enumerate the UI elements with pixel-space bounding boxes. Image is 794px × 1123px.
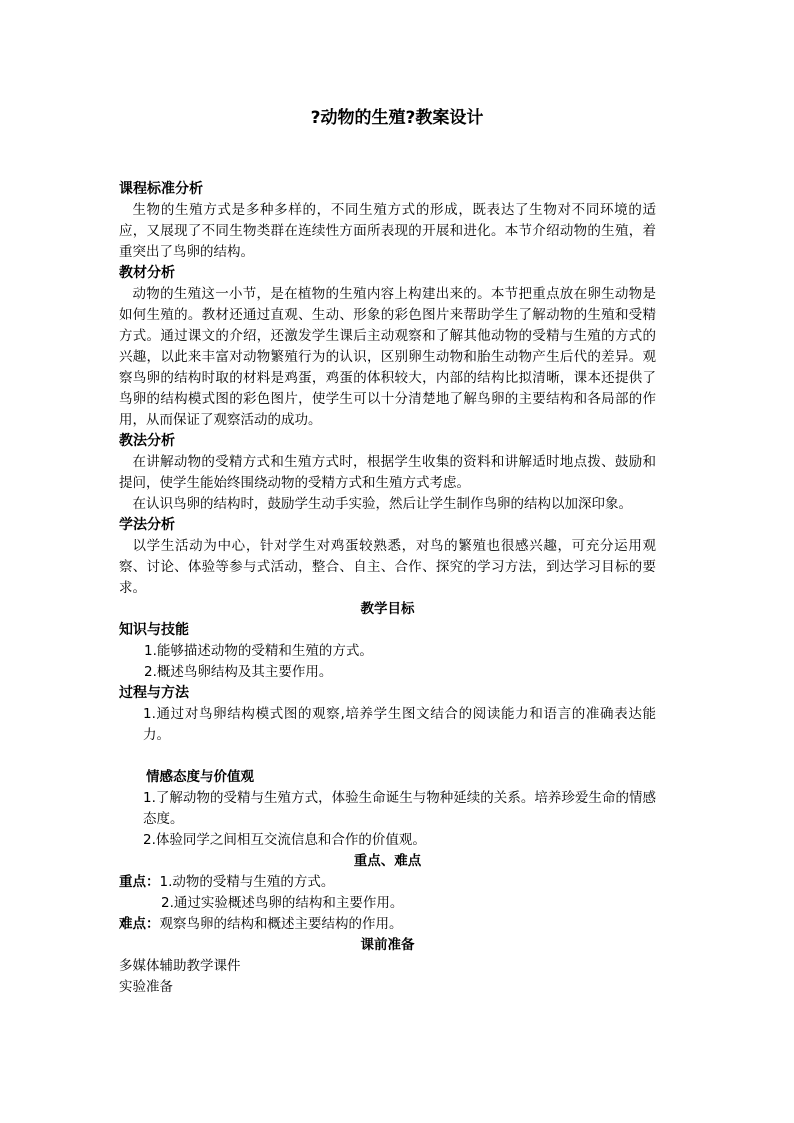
heading-learning-method: 学法分析 — [119, 517, 175, 533]
document-title: ?动物的生殖?教案设计 — [310, 108, 484, 128]
heading-textbook-analysis: 教材分析 — [119, 265, 175, 281]
paragraph-textbook-analysis: 动物的生殖这一小节，是在植物的生殖内容上构建出来的。本节把重点放在卵生动物是如何生殖的。教材还通过直观、生动、形象的彩色图片来帮助学生了解动物的生殖和受精方式。通过课文的介绍，还激发学生课后主动观察和了解其他动物的受精与生殖的方式的兴趣，以此来丰富对动物繁殖行为的认识，区别卵生动物和胎生动物产生后代的差异。观察鸟卵的结构时取的材料是鸡蛋，鸡蛋的体积较大，内部的结构比拟清晰，课本还提供了鸟卵的结构模式图的彩色图片，使学生可以十分清楚地了解鸟卵的主要结构和各局部的作用，从而保证了观察活动的成功。 — [119, 286, 656, 428]
heading-key-difficult: 重点、难点 — [353, 853, 422, 869]
focus-item-2: 2.通过实验概述鸟卵的结构和主要作用。 — [161, 895, 404, 911]
paragraph-curriculum-standard: 生物的生殖方式是多种多样的，不同生殖方式的形成，既表达了生物对不同环境的适应，又展现了不同生物类群在连续性方面所表现的开展和进化。本节介绍动物的生殖，着重突出了鸟卵的结构。 — [119, 202, 656, 260]
focus-label: 重点： — [119, 874, 160, 890]
heading-process-method: 过程与方法 — [119, 685, 189, 701]
spacer — [119, 746, 656, 767]
focus-row — [119, 872, 656, 893]
heading-emotion-values: 情感态度与价值观 — [146, 769, 254, 785]
difficulty-label: 难点： — [119, 916, 160, 932]
heading-teaching-goals: 教学目标 — [360, 601, 415, 617]
paragraph-learning-method: 以学生活动为中心，针对学生对鸡蛋较熟悉，对鸟的繁殖也很感兴趣，可充分运用观察、讨论、体验等参与式活动，整合、自主、合作、探究的学习方法，到达学习目标的要求。 — [119, 538, 656, 596]
difficulty-row — [119, 914, 656, 935]
emotion-item-2: 2.体验同学之间相互交流信息和合作的价值观。 — [143, 832, 426, 848]
knowledge-item-2: 2.概述鸟卵结构及其主要作用。 — [144, 664, 333, 680]
paragraph-teaching-method-2: 在认识鸟卵的结构时，鼓励学生动手实验，然后让学生制作鸟卵的结构以加深印象。 — [132, 496, 632, 512]
prep-line-2: 实验准备 — [119, 979, 173, 995]
heading-knowledge-skills: 知识与技能 — [119, 622, 189, 638]
heading-preparation: 课前准备 — [360, 937, 415, 953]
difficulty-text: 观察鸟卵的结构和概述主要结构的作用。 — [159, 916, 403, 932]
heading-curriculum-standard: 课程标准分析 — [119, 181, 203, 197]
process-item-1: 1.通过对鸟卵结构模式图的观察,培养学生图文结合的阅读能力和语言的准确表达能力。 — [143, 706, 656, 743]
paragraph-teaching-method-1: 在讲解动物的受精方式和生殖方式时，根据学生收集的资料和讲解适时地点拨、鼓励和提问，使学生能始终围绕动物的受精方式和生殖方式考虑。 — [119, 454, 656, 491]
prep-line-1: 多媒体辅助教学课件 — [119, 958, 241, 974]
knowledge-item-1: 1.能够描述动物的受精和生殖的方式。 — [144, 643, 373, 659]
document-body — [119, 179, 656, 998]
emotion-item-1: 1.了解动物的受精与生殖方式，体验生命诞生与物种延续的关系。培养珍爱生命的情感态度。 — [143, 790, 656, 827]
focus-item-1: 1.动物的受精与生殖的方式。 — [159, 874, 335, 890]
heading-teaching-method: 教法分析 — [119, 433, 175, 449]
